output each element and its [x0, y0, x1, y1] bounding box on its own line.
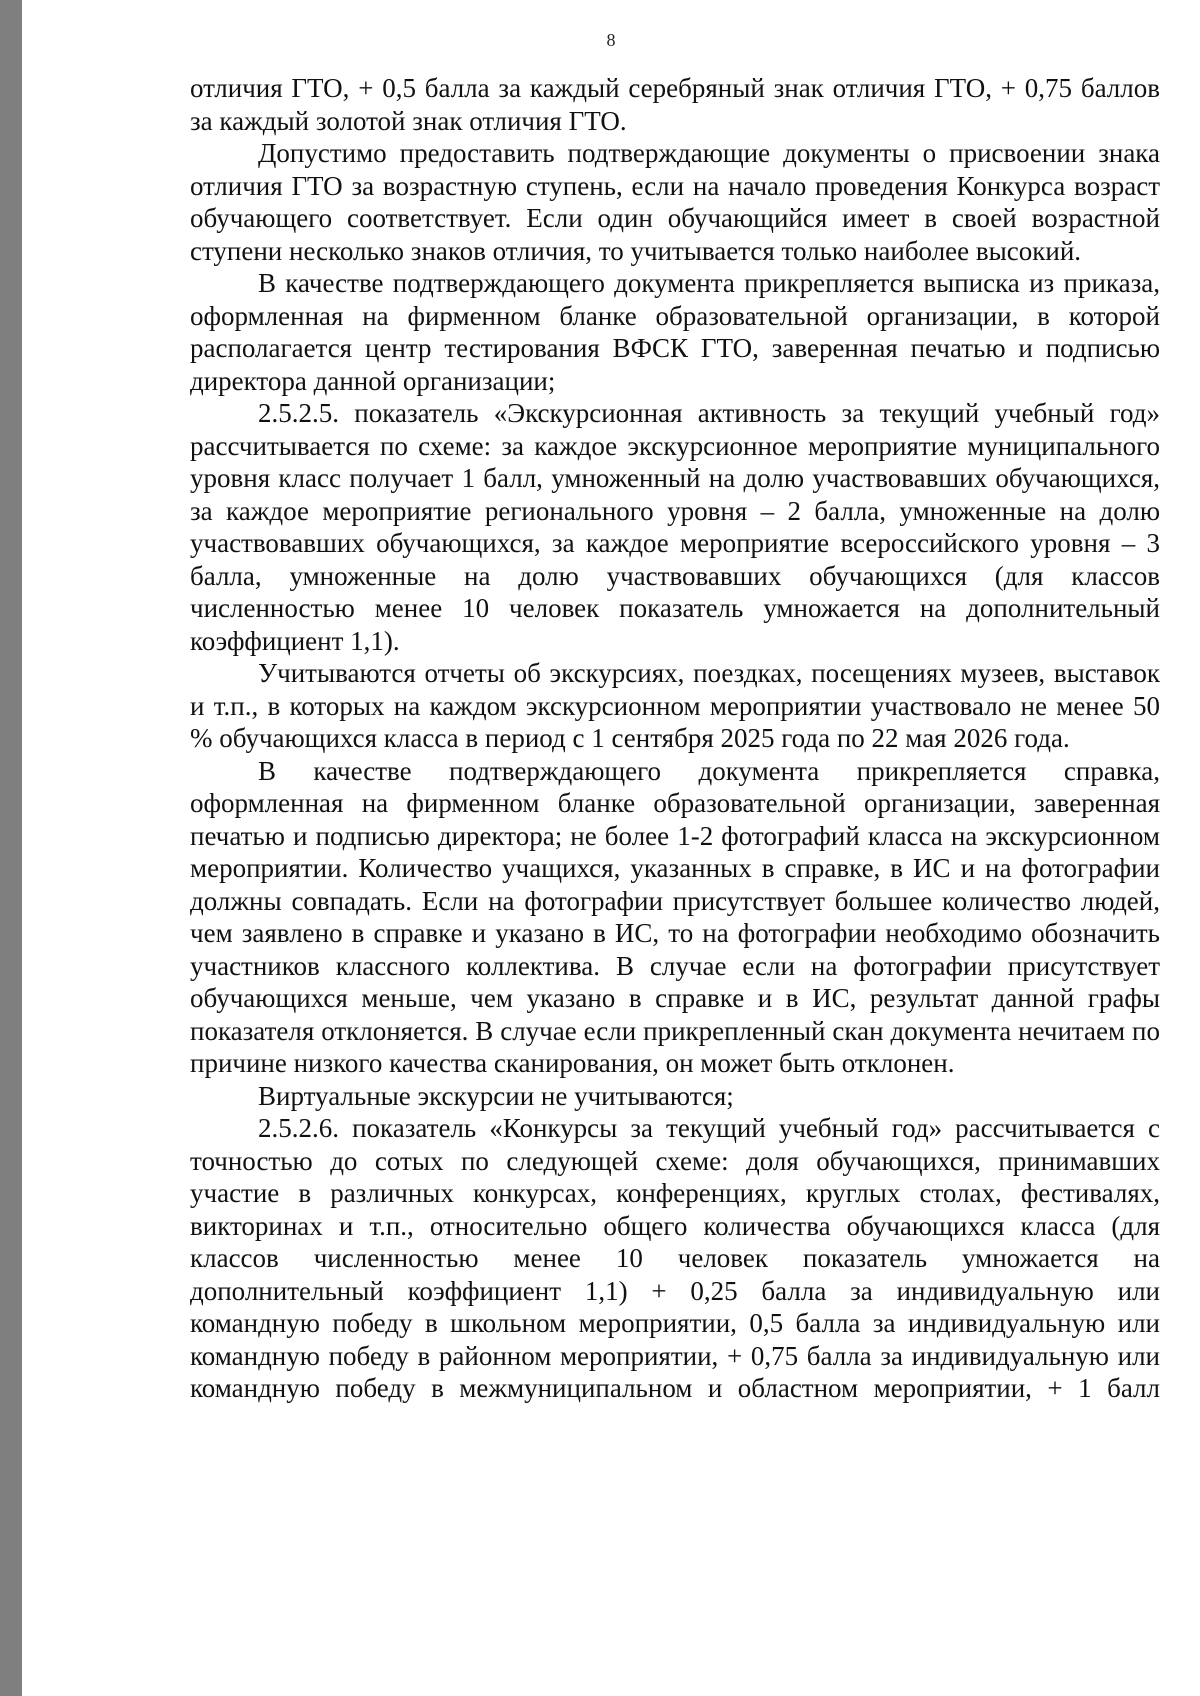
paragraph-gto-badges-continued: отличия ГТО, + 0,5 балла за каждый серебряный знак отличия ГТО, + 0,75 баллов за каждый золотой знак отличия ГТО. — [190, 73, 1160, 136]
document-page — [22, 0, 1200, 1696]
paragraph-excursion-activity-indicator: 2.5.2.5. показатель «Экскурсионная активность за текущий учебный год» рассчитывается по схеме: за каждое экскурсионное мероприятие муниципального уровня класс получает 1 балл, умноженный на долю участвовавших обучающихся, за каждое мероприятие регионального уровня – 2 балла, умноженные на долю участвовавших обучающихся, за каждое мероприятие всероссийского уровня – 3 балла, умноженные на долю участвовавших обучающихся (для классов численностью менее 10 человек показатель умножается на дополнительный коэффициент 1,1). — [190, 398, 1160, 656]
paragraph-gto-confirming-document: В качестве подтверждающего документа прикрепляется выписка из приказа, оформленная на фирменном бланке образовательной организации, в которой располагается центр тестирования ВФСК ГТО, заверенная печатью и подписью директора данной организации; — [190, 268, 1160, 396]
paragraph-excursion-confirming-document: В качестве подтверждающего документа прикрепляется справка, оформленная на фирменном бланке образовательной организации, заверенная печатью и подписью директора; не более 1-2 фотографий класса на экскурсионном мероприятии. Количество учащихся, указанных в справке, в ИС и на фотографии должны совпадать. Если на фотографии присутствует большее количество людей, чем заявлено в справке и указано в ИС, то на фотографии необходимо обозначить участников классного коллектива. В случае если на фотографии присутствует обучающихся меньше, чем указано в справке и в ИС, результат данной графы показателя отклоняется. В случае если прикрепленный скан документа нечитаем по причине низкого качества сканирования, он может быть отклонен. — [190, 755, 1160, 1078]
document-body — [190, 72, 1160, 1405]
paragraph-virtual-excursions: Виртуальные экскурсии не учитываются; — [258, 1080, 734, 1111]
paragraph-contests-indicator: 2.5.2.6. показатель «Конкурсы за текущий учебный год» рассчитывается с точностью до сотых по следующей схеме: доля обучающихся, принимавших участие в различных конкурсах, конференциях, круглых столах, фестивалях, викторинах и т.п., относительно общего количества обучающихся класса (для классов численностью менее 10 человек показатель умножается на дополнительный коэффициент 1,1) + 0,25 балла за индивидуальную или командную победу в школьном мероприятии, 0,5 балла за индивидуальную или командную победу в районном мероприятии, + 0,75 балла за индивидуальную или командную победу в межмуниципальном и областном мероприятии, + 1 балл — [190, 1113, 1160, 1403]
page-number: 8 — [606, 30, 616, 50]
paragraph-gto-documents-allowed: Допустимо предоставить подтверждающие документы о присвоении знака отличия ГТО за возрастную ступень, если на начало проведения Конкурса возраст обучающего соответствует. Если один обучающийся имеет в своей возрастной ступени несколько знаков отличия, то учитывается только наиболее высокий. — [190, 138, 1160, 266]
paragraph-excursion-reports-counted: Учитываются отчеты об экскурсиях, поездках, посещениях музеев, выставок и т.п., в которых на каждом экскурсионном мероприятии участвовало не менее 50 % обучающихся класса в период с 1 сентября 2025 года по 22 мая 2026 года. — [190, 658, 1160, 753]
